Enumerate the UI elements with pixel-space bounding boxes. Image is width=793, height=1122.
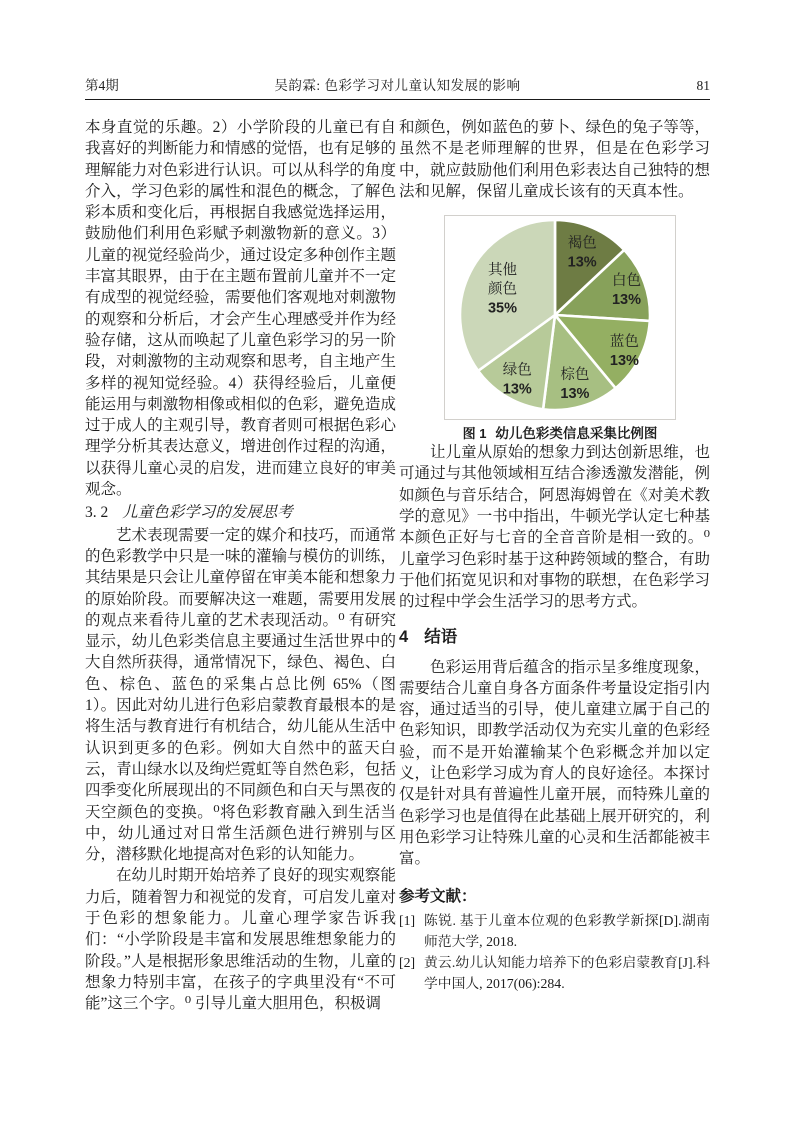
reference-number: [1] [399, 912, 416, 928]
issue-label: 第4期 [85, 78, 119, 93]
reference-item [399, 910, 710, 952]
pie-label-绿色: 绿色 13% [502, 362, 532, 398]
pie-chart [444, 215, 676, 420]
section-4-number: 4 [399, 627, 409, 646]
reference-text: 陈锐. 基于儿童本位观的色彩教学新探[D].湖南师范大学, 2018. [424, 912, 710, 949]
pie-label-褐色: 褐色 13% [567, 235, 597, 271]
section-4-title: 结语 [424, 627, 458, 646]
reference-item [399, 952, 710, 994]
paragraph: 色彩运用背后蕴含的指示呈多维度现象，需要结合儿童自身各方面条件考量设定指引内容，通过适当的引导，使儿童建立属于自己的色彩知识，即教学活动仅为充实儿童的色彩经验，而不是开始灌输某个色彩概念并加以定义，让色彩学习成为育人的良好途径。本探讨仅是针对具有普遍性儿童开展，而特殊儿童的色彩学习也是值得在此基础上展开研究的，利用色彩学习让特殊儿童的心灵和生活都能被丰富。 [399, 658, 710, 868]
section-3-2-title: 儿童色彩学习的发展思考 [122, 504, 293, 522]
references-heading: 参考文献： [399, 887, 477, 905]
paragraph: 在幼儿时期开始培养了良好的现实观察能力后，随着智力和视觉的发育，可启发儿童对于色彩的想象能力。儿童心理学家告诉我们：“小学阶段是丰富和发展思维想象能力的阶段。”人是根据形象思维活动的生物，儿童的想象力特别丰富，在孩子的字典里没有“不可能”这三个字。⁰ 引导儿童大胆用色，积极调 [85, 867, 396, 1013]
figure-caption-title: 幼儿色彩类信息采集比例图 [495, 426, 658, 442]
paragraph: 艺术表现需要一定的媒介和技巧，而通常的色彩教学中只是一味的灌输与模仿的训练，其结果是只会让儿童停留在审美本能和想象力的原始阶段。而要解决这一难题，需要用发展的观点来看待儿童的艺术表现活动。⁰ 有研究显示，幼儿色彩类信息主要通过生活世界中的大自然所获得，通常情况下，绿色、褐色、白色、棕色、蓝色的采集占总比例 65%（图 1）。因此对幼儿进行色彩启蒙教育最根本的是将生活与教育进行有机结合，幼儿能从生活中认识到更多的色彩。例如大自然中的蓝天白云，青山绿水以及绚烂霓虹等自然色彩，包括四季变化所展现出的不同颜色和白天与黑夜的天空颜色的变换。⁰将色彩教育融入到生活当中，幼儿通过对日常生活颜色进行辨别与区分，潜移默化地提高对色彩的认知能力。 [85, 526, 396, 864]
page-header [85, 74, 710, 100]
section-4-heading [399, 626, 710, 648]
pie-label-蓝色: 蓝色 13% [609, 334, 639, 370]
pie-label-白色: 白色 13% [611, 272, 642, 308]
left-column [85, 117, 396, 1014]
paragraph-continuation: 本身直觉的乐趣。2）小学阶段的儿童已有自我喜好的判断能力和情感的觉悟，也有足够的理解能力对色彩进行认识。可以从科学的角度介入，学习色彩的属性和混色的概念，了解色彩本质和变化后，再根据自我感觉选择运用，鼓励他们利用色彩赋予刺激物新的意义。3）儿童的视觉经验尚少，通过设定多种创作主题丰富其眼界，由于在主题布置前儿童并不一定有成型的视觉经验，需要他们客观地对刺激物的观察和分析后，才会产生心理感受并作为经验存储，这从而唤起了儿童色彩学习的另一阶段，对刺激物的主动观察和思考，自主地产生多样的视知觉经验。4）获得经验后，儿童便能运用与刺激物相像或相似的色彩，避免造成过于成人的主观引导，教育者则可根据色彩心理学分析其表达意义，增进创作过程的沟通，以获得儿童心灵的启发，进而建立良好的审美观念。 [85, 119, 396, 499]
section-3-2-number: 3. 2 [85, 504, 109, 522]
reference-list [399, 910, 710, 994]
pie-label-其他颜色: 其他颜色 35% [487, 262, 518, 317]
figure-caption-label: 图 1 [462, 426, 487, 442]
page-number: 81 [696, 78, 710, 93]
paragraph: 让儿童从原始的想象力到达创新思维，也可通过与其他领域相互结合渗透激发潜能，例如颜色与音乐结合，阿恩海姆曾在《对美术教学的意见》一书中指出，牛顿光学认定七种基本颜色正好与七音的全音音阶是相一致的。⁰儿童学习色彩时基于这种跨领域的整合，有助于他们拓宽见识和对事物的联想，在色彩学习的过程中学会生活学习的思考方式。 [399, 444, 710, 611]
running-title: 吴韵霖: 色彩学习对儿童认知发展的影响 [274, 78, 521, 93]
section-3-2-heading [85, 502, 396, 523]
paragraph-continuation: 和颜色，例如蓝色的萝卜、绿色的兔子等等，虽然不是老师理解的世界，但是在色彩学习中，就应鼓励他们利用色彩表达自己独特的想法和见解，保留儿童成长该有的天真本性。 [399, 119, 710, 200]
pie-label-棕色: 棕色 13% [560, 367, 590, 403]
reference-text: 黄云.幼儿认知能力培养下的色彩启蒙教育[J].科学中国人, 2017(06):284. [424, 954, 710, 991]
right-column [399, 117, 710, 994]
reference-number: [2] [399, 954, 416, 970]
figure-caption [444, 425, 676, 442]
figure-1 [444, 215, 676, 442]
pie-chart-svg [445, 216, 675, 419]
